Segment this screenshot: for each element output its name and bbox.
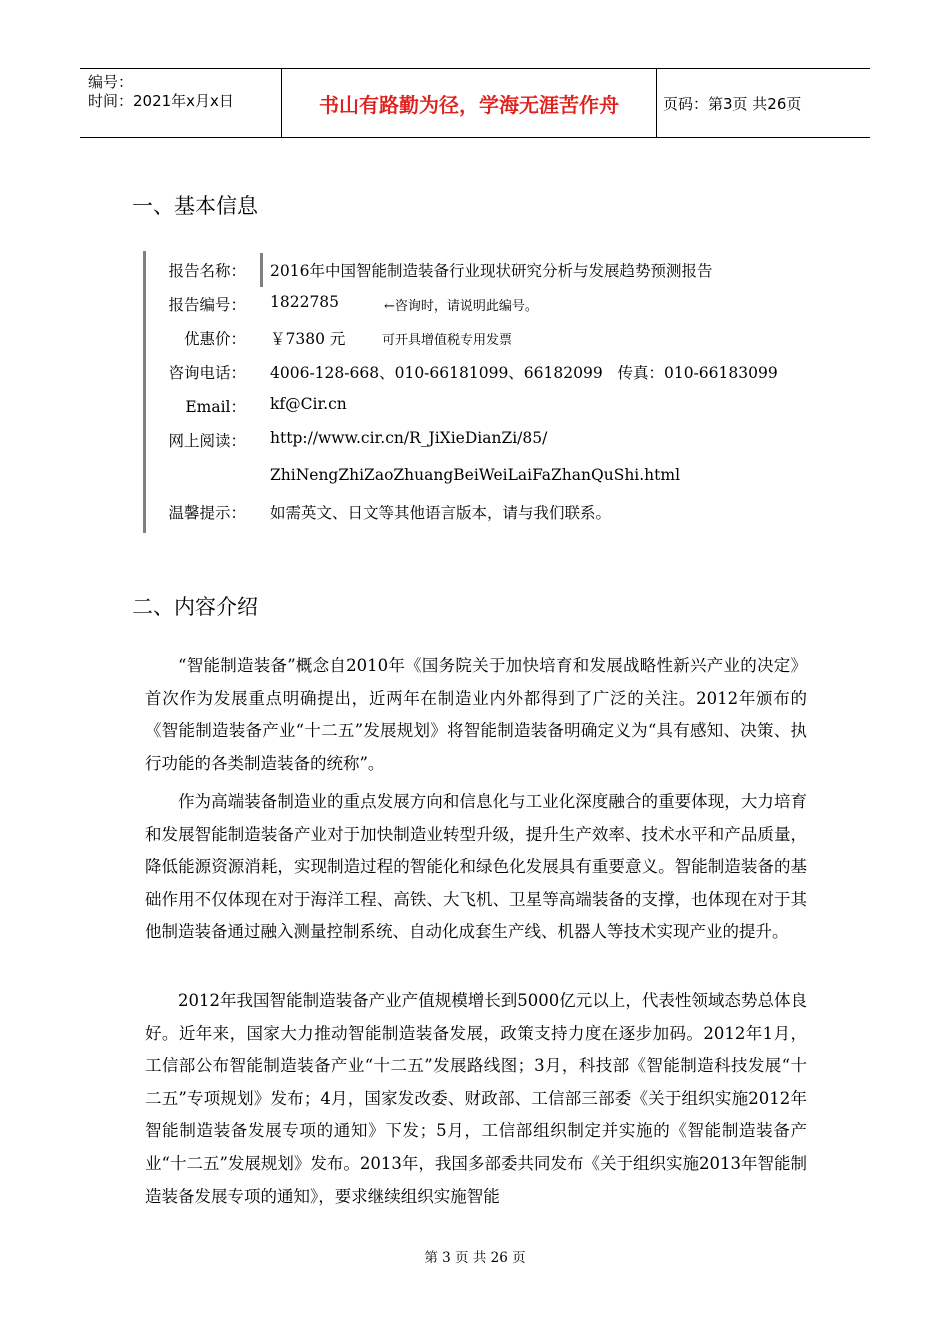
motto: 书山有路勤为径，学海无涯苦作舟 [282, 69, 657, 137]
name-divider [260, 253, 263, 287]
price-note: 可开具增值税专用发票 [382, 333, 513, 348]
content-paragraph-3: 2012年我国智能制造装备产业产值规模增长到5000亿元以上，代表性领域态势总体良好。近年来，国家大力推动智能制造装备发展，政策支持力度在逐步加码。2012年1月，工信部公布智能制造装备产业“十二五”发展路线图；3月，科技部《智能制造科技发展“十二五”专项规划》发布；4月，国家发改委、财政部、工信部三部委《关于组织实施2012年智能制造装备发展专项的通知》下发；5月，工信部组织制定并实施的《智能制造装备产业“十二五”发展规划》发布。2013年，我国多部委共同发布《关于组织实施2013年智能制造装备发展专项的通知》，要求继续组织实施智能 [145, 991, 807, 1206]
section-title-basic-info: 一、基本信息 [132, 194, 258, 218]
content-paragraph-2: 作为高端装备制造业的重点发展方向和信息化与工业化深度融合的重要体现，大力培育和发展智能制造装备产业对于加快制造业转型升级，提升生产效率、技术水平和产品质量，降低能源资源消耗，实现制造过程的智能化和绿色化发展具有重要意义。智能制造装备的基础作用不仅体现在对于海洋工程、高铁、大飞机、卫星等高端装备的支撑，也体现在对于其他制造装备通过融入测量控制系统、自动化成套生产线、机器人等技术实现产业的提升。 [145, 792, 807, 942]
report-name-label: 报告名称： [168, 262, 246, 280]
email-label: Email： [185, 398, 246, 416]
report-no-value: 1822785 [270, 293, 340, 311]
tip-value: 如需英文、日文等其他语言版本，请与我们联系。 [270, 504, 612, 522]
info-block [143, 251, 846, 533]
online-url-1[interactable]: http://www.cir.cn/R_JiXieDianZi/85/ [270, 429, 548, 447]
email-value[interactable]: kf@Cir.cn [270, 395, 347, 413]
report-no-note: ←咨询时，请说明此编号。 [384, 299, 538, 314]
price-label: 优惠价： [183, 330, 246, 348]
page-code: 页码：第3页 共26页 [663, 94, 802, 113]
report-no-label: 报告编号： [168, 296, 246, 314]
report-name-value: 2016年中国智能制造装备行业现状研究分析与发展趋势预测报告 [270, 262, 713, 280]
page-footer: 第 3 页 共 26 页 [424, 1250, 526, 1266]
header-table [80, 68, 870, 138]
phone-label: 咨询电话： [168, 364, 246, 382]
phone-value: 4006-128-668、010-66181099、66182099 传真：010-66183099 [270, 364, 778, 382]
content-paragraph-1: “智能制造装备”概念自2010年《国务院关于加快培育和发展战略性新兴产业的决定》首次作为发展重点明确提出，近两年在制造业内外都得到了广泛的关注。2012年颁布的《智能制造装备产业“十二五”发展规划》将智能制造装备明确定义为“具有感知、决策、执行功能的各类制造装备的统称”。 [145, 656, 807, 773]
online-url-2[interactable]: ZhiNengZhiZaoZhuangBeiWeiLaiFaZhanQuShi.html [270, 466, 681, 484]
section-title-content: 二、内容介绍 [132, 595, 258, 619]
price-value: ￥7380 元 [270, 330, 346, 348]
time-label: 时间：2021年x月x日 [88, 92, 234, 110]
online-label: 网上阅读： [168, 432, 246, 450]
tip-label: 温馨提示： [168, 504, 246, 522]
number-label: 编号： [88, 73, 134, 91]
header-meta-cell [80, 69, 282, 137]
